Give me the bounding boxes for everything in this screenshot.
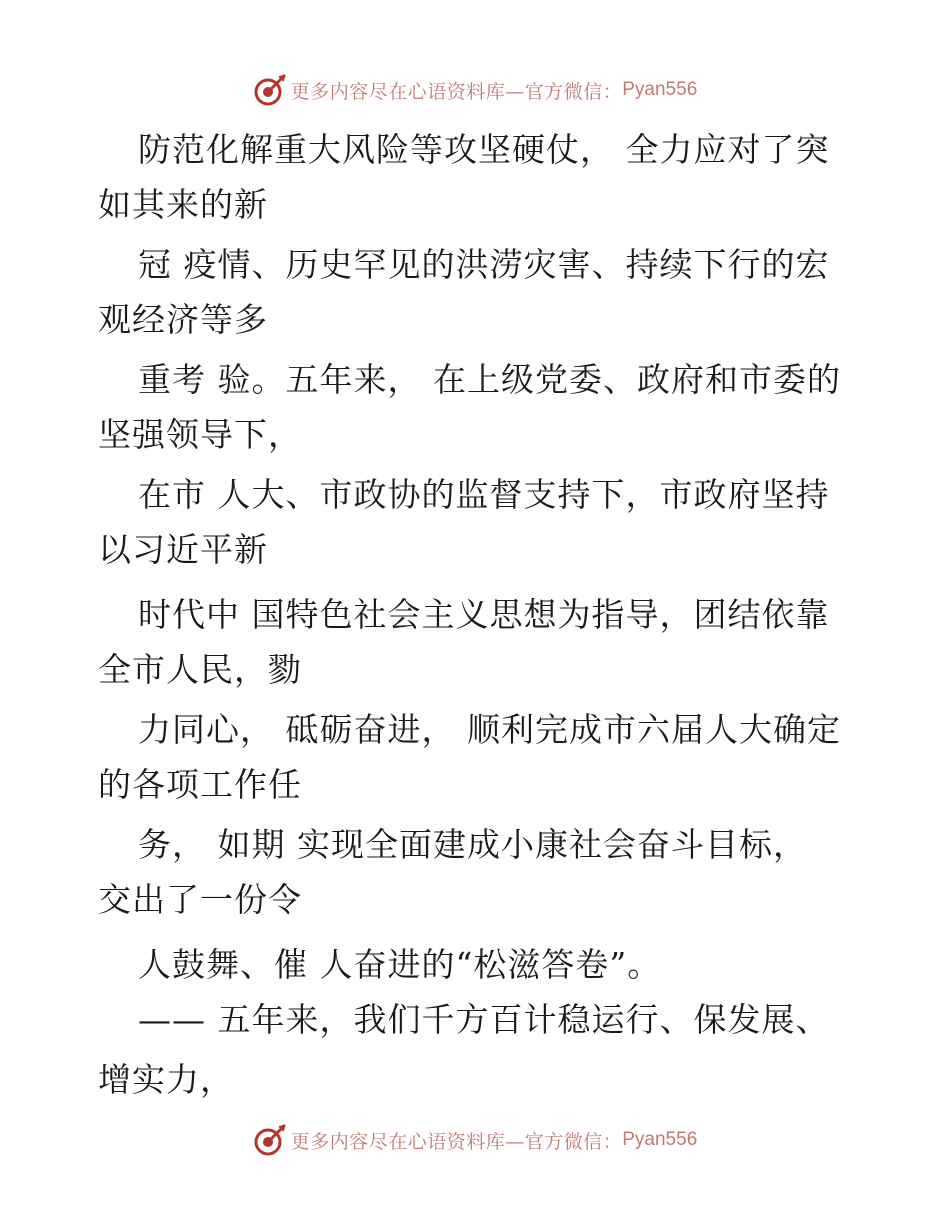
pen-logo-icon [253,1123,287,1157]
text-line: 观经济等多 [98,300,268,339]
text-line: 时代中 国特色社会主义思想为指导，团结依靠 [138,595,830,634]
watermark-text: 更多内容尽在心语资料库—官方微信： [290,80,623,103]
text-line: 全市人民，勠 [98,650,302,689]
text-line: 务， 如期 实现全面建成小康社会奋斗目标， [138,825,807,864]
text-line: 力同心， 砥砺奋进， 顺利完成市六届人大确定 [138,710,841,749]
watermark-handle: Pyan556 [622,1129,698,1150]
text-line: 如其来的新 [98,185,268,224]
text-line: 增实力， [98,1060,234,1099]
text-line: 冠 疫情、历史罕见的洪涝灾害、持续下行的宏 [138,245,830,284]
text-line: 人鼓舞、催 人奋进的“松滋答卷”。 [138,945,662,984]
pen-logo-icon [253,73,287,107]
footer-watermark-banner [0,1120,950,1160]
text-line: 交出了一份令 [98,880,302,919]
text-line: 在市 人大、市政协的监督支持下，市政府坚持 [138,475,830,514]
text-line: 以习近平新 [98,530,268,569]
text-line: 坚强领导下， [98,415,302,454]
header-watermark-banner [0,70,950,110]
watermark-handle: Pyan556 [622,79,698,100]
text-line: —— 五年来，我们千方百计稳运行、保发展、 [138,1000,830,1039]
watermark-text: 更多内容尽在心语资料库—官方微信： [290,1130,623,1153]
text-line: 防范化解重大风险等攻坚硬仗， 全力应对了突 [138,130,830,169]
text-line: 重考 验。五年来， 在上级党委、政府和市委的 [138,360,841,399]
text-line: 的各项工作任 [98,765,302,804]
